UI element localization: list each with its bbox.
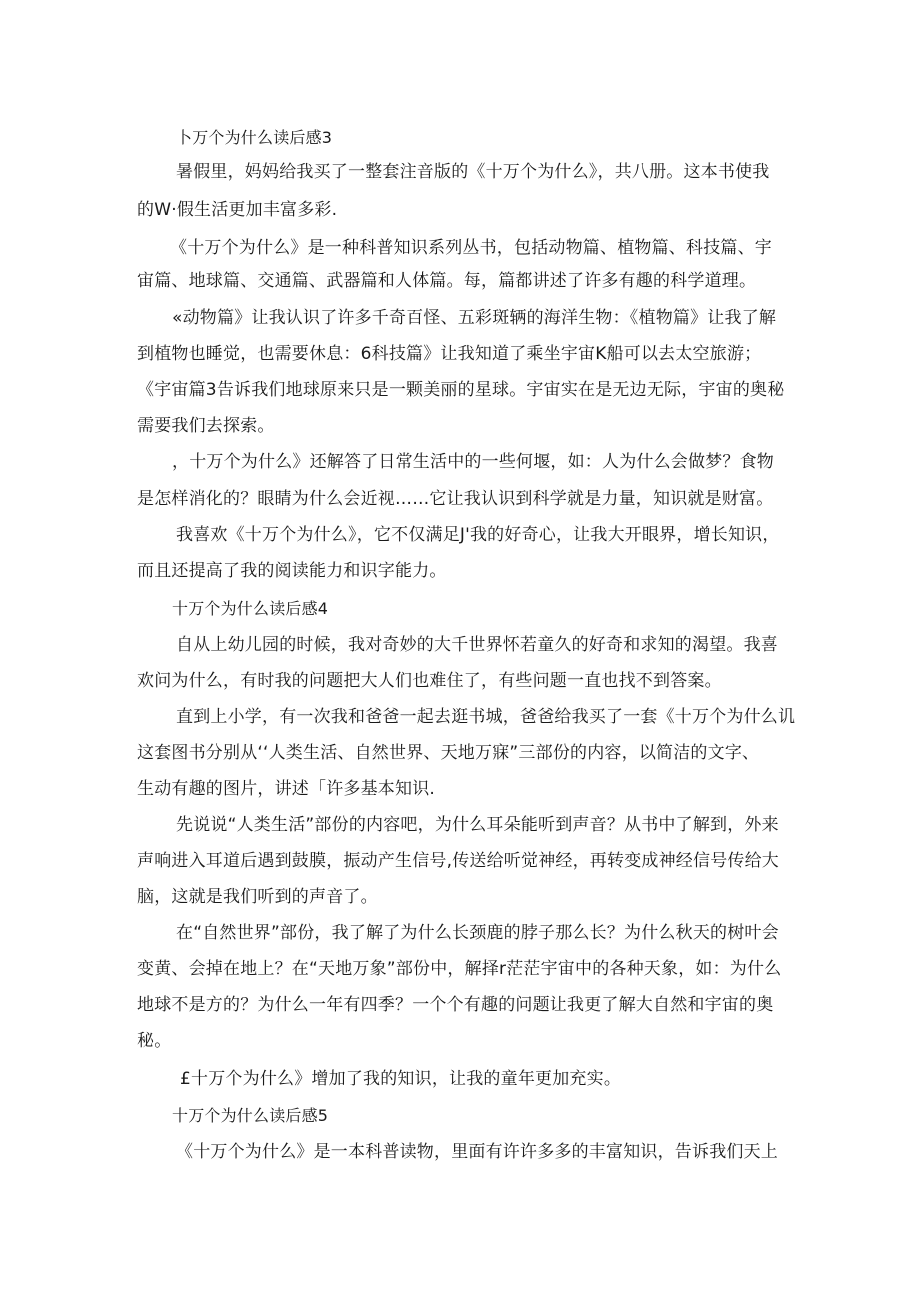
paragraph-line: 宙篇、地球篇、交通篇、武器篇和人体篇。每，篇都讲述了许多有趣的科学道理。 bbox=[137, 271, 757, 291]
paragraph-line: 而且还提高了我的阅读能力和识字能力。 bbox=[137, 561, 447, 581]
paragraph-line: 变黄、会掉在地上？在“天地万象”部份中，解择r茫茫宇宙中的各种天象，如：为什么 bbox=[137, 959, 782, 979]
paragraph-line: 《十万个为什么》是一种科普知识系列丛书，包括动物篇、植物篇、科技篇、宇 bbox=[170, 238, 772, 258]
paragraph-line: ，十万个为什么》还解答了日常生活中的一些何堰，如：人为什么会做梦？食物 bbox=[172, 452, 774, 472]
paragraph-line: 欢问为什么，有时我的问题把大人们也难住了，有些问题一直也找不到答案。 bbox=[137, 671, 722, 691]
section-heading-4: 十万个为什么读后感4 bbox=[172, 599, 329, 618]
paragraph-line: 我喜欢《十万个为什么》，它不仅满足J'我的好奇心，让我大开眼界，增长知识， bbox=[176, 525, 780, 545]
paragraph-line: 直到上小学，有一次我和爸爸一起去逛书城，爸爸给我买了一套《十万个为什么讥 bbox=[176, 707, 796, 727]
paragraph-line: 秘。 bbox=[137, 1031, 172, 1051]
paragraph-line: 声响进入耳道后遇到鼓膜，振动产生信号,传送给听觉神经，再转变成神经信号传给大 bbox=[137, 851, 780, 871]
paragraph-line: 自从上幼儿园的时候，我对奇妙的大千世界怀若童久的好奇和求知的渴望。我喜 bbox=[176, 635, 778, 655]
paragraph-line: 生动有趣的图片，讲述「许多基本知识. bbox=[137, 779, 436, 799]
paragraph-line: 暑假里，妈妈给我买了一整套注音版的《十万个为什么》，共八册。这本书使我 bbox=[176, 162, 770, 182]
paragraph-line: 《宇宙篇3告诉我们地球原来只是一颗美丽的星球。宇宙实在是无边无际，宇宙的奥秘 bbox=[137, 380, 785, 400]
paragraph-line: 是怎样消化的？眼睛为什么会近视……它让我认识到科学就是力量，知识就是财富。 bbox=[137, 489, 774, 509]
paragraph-line: «动物篇》让我认识了许多千奇百怪、五彩斑辆的海洋生物：《植物篇》让我了解 bbox=[172, 308, 777, 328]
section-heading-5: 十万个为什么读后感5 bbox=[172, 1106, 329, 1125]
paragraph-line: 《十万个为什么》是一本科普读物，里面有许许多多的丰富知识，告诉我们天上 bbox=[176, 1142, 778, 1162]
paragraph-line: 这套图书分别从‘‘人类生活、自然世界、天地万寐”三部份的内容，以简洁的文字、 bbox=[137, 743, 760, 763]
paragraph-line: 需要我们去探索。 bbox=[137, 416, 275, 436]
paragraph-line: 先说说“人类生活”部份的内容吧，为什么耳朵能听到声音？从书中了解到，外来 bbox=[176, 815, 779, 835]
paragraph-line: 在“自然世界”部份，我了解了为什么长颈鹿的脖子那么长？为什么秋天的树叶会 bbox=[176, 923, 779, 943]
paragraph-line: 到植物也睡觉，也需要休息：6科技篇》让我知道了乘坐宇宙K船可以去太空旅游； bbox=[137, 344, 762, 364]
section-heading-3: 卜万个为什么读后感3 bbox=[176, 128, 333, 147]
paragraph-line: 地球不是方的？为什么一年有四季？一个个有趣的问题让我更了解大自然和宇宙的奥 bbox=[137, 995, 774, 1015]
paragraph-line: 脑，这就是我们听到的声音了。 bbox=[137, 887, 378, 907]
paragraph-line: 的W·假生活更加丰富多彩. bbox=[137, 200, 338, 220]
paragraph-line: £十万个为什么》增加了我的知识，让我的童年更加充实。 bbox=[180, 1069, 622, 1089]
